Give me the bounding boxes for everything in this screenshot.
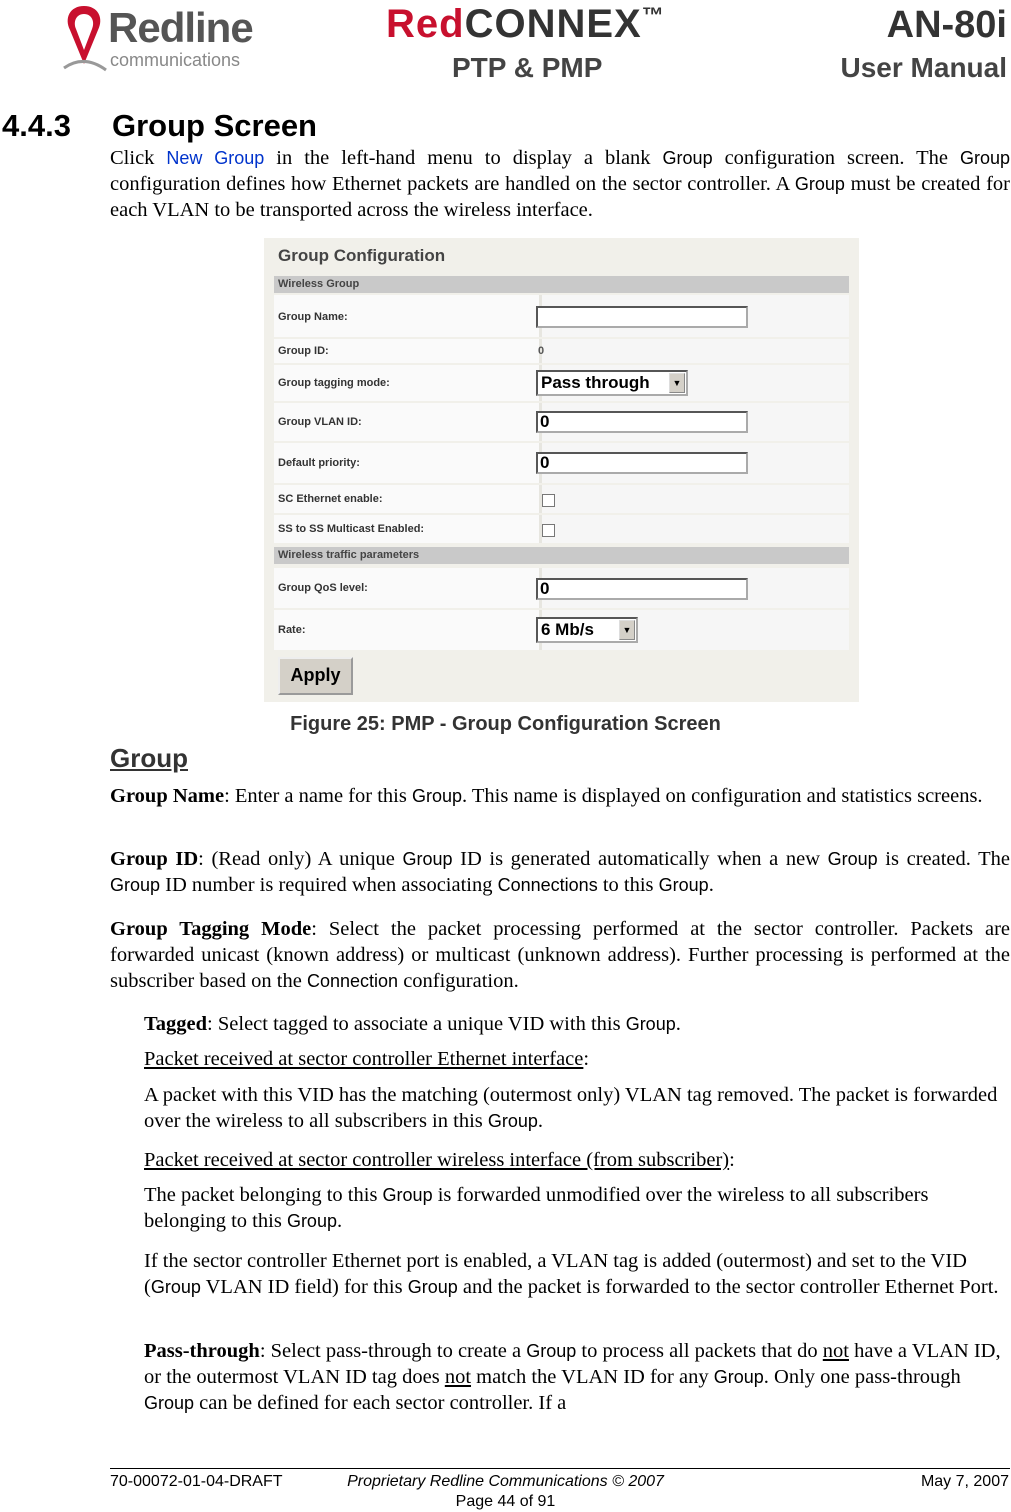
group-id-value: 0 xyxy=(538,345,545,357)
vlan-id-input[interactable]: 0 xyxy=(536,411,748,433)
apply-button[interactable]: Apply xyxy=(278,657,353,695)
row-multicast: SS to SS Multicast Enabled: xyxy=(274,515,849,545)
footer-date: May 7, 2007 xyxy=(920,1473,1009,1490)
footer-page-number: Page 44 of 91 xyxy=(455,1493,556,1510)
paragraph-rx-ethernet-body: A packet with this VID has the matching (outermost only) VLAN tag removed. The packet is forwarded over the wireless to all subscribers in this Group. xyxy=(144,1084,998,1132)
footer-divider xyxy=(110,1468,1010,1469)
footer-doc-number: 70-00072-01-04-DRAFT xyxy=(110,1473,283,1490)
figure-caption: Figure 25: PMP - Group Configuration Screen xyxy=(290,713,721,735)
rate-select[interactable]: 6 Mb/s ▼ xyxy=(536,617,638,643)
row-rate: Rate: xyxy=(274,610,849,652)
row-group-id: Group ID: xyxy=(274,339,849,365)
manual-title: User Manual xyxy=(840,52,1007,83)
sc-ethernet-checkbox[interactable] xyxy=(542,494,555,507)
default-priority-input[interactable]: 0 xyxy=(536,452,748,474)
section-heading xyxy=(2,108,317,144)
paragraph-pass-through: Pass-through: Select pass-through to create a Group to process all packets that do not have a VLAN ID, or the outermost VLAN ID tag does not match the VLAN ID for any Group. Only one pass-through Group can be defined for each sector controller. If a xyxy=(144,1340,1001,1414)
row-vlan-id: Group VLAN ID: xyxy=(274,403,849,443)
traffic-parameters-section: Wireless traffic parameters xyxy=(274,547,849,564)
paragraph-group-name: Group Name: Enter a name for this Group. This name is displayed on configuration and statistics screens. xyxy=(110,785,983,807)
group-configuration-screenshot xyxy=(264,238,859,702)
multicast-checkbox[interactable] xyxy=(542,524,555,537)
logo-wordmark: Redline xyxy=(108,4,253,51)
group-name-input[interactable] xyxy=(536,306,748,328)
row-group-name: Group Name: xyxy=(274,295,849,339)
paragraph-rx-wireless-body: The packet belonging to this Group is forwarded unmodified over the wireless to all subscribers belonging to this Group. xyxy=(144,1184,929,1232)
section-number: 4.4.3 xyxy=(2,108,71,143)
product-model: AN-80i xyxy=(886,4,1007,46)
row-default-priority: Default priority: xyxy=(274,443,849,485)
page-header xyxy=(0,0,1011,100)
redline-logo-icon xyxy=(60,4,108,76)
paragraph-rx-ethernet: Packet received at sector controller Ethernet interface: xyxy=(144,1048,590,1070)
paragraph-tagged: Tagged: Select tagged to associate a unique VID with this Group. xyxy=(144,1013,681,1035)
figure-title: Group Configuration xyxy=(278,246,446,265)
intro-paragraph: Click New Group in the left-hand menu to display a blank Group configuration screen. The Group configuration defines how Ethernet packets are handled on the sector controller. A Group must be created for each VLAN to be transported across the wireless interface. xyxy=(110,147,1010,221)
dropdown-arrow-icon: ▼ xyxy=(669,373,685,393)
product-brand: RedCONNEX™ xyxy=(386,2,665,46)
product-subtitle: PTP & PMP xyxy=(452,52,603,83)
row-sc-ethernet: SC Ethernet enable: xyxy=(274,485,849,515)
paragraph-tagging-mode: Group Tagging Mode: Select the packet processing performed at the sector controller. Packets are forwarded unicast (known address) or multicast (unknown address). Further processing is performed at the subscriber based on the Connection configuration. xyxy=(110,918,1011,992)
row-tagging-mode: Group tagging mode: xyxy=(274,365,849,403)
footer-copyright: Proprietary Redline Communications © 2007 xyxy=(347,1473,664,1490)
row-qos-level: Group QoS level: xyxy=(274,568,849,610)
paragraph-rx-wireless: Packet received at sector controller wireless interface (from subscriber): xyxy=(144,1149,735,1171)
paragraph-ethernet-port: If the sector controller Ethernet port is enabled, a VLAN tag is added (outermost) and set to the VID (Group VLAN ID field) for this Group and the packet is forwarded to the sector controller Ethernet Port. xyxy=(144,1250,999,1298)
logo-subtext: communications xyxy=(110,50,241,70)
dropdown-arrow-icon: ▼ xyxy=(619,620,635,640)
qos-level-input[interactable]: 0 xyxy=(536,578,748,600)
section-title: Group Screen xyxy=(112,108,317,143)
wireless-group-section: Wireless Group xyxy=(274,276,849,293)
paragraph-group-id: Group ID: (Read only) A unique Group ID is generated automatically when a new Group is created. The Group ID number is required when associating Connections to this Group. xyxy=(110,848,1011,896)
new-group-link[interactable]: New Group xyxy=(166,148,265,168)
subheading-group: Group xyxy=(110,743,188,773)
tagging-mode-select[interactable]: Pass through ▼ xyxy=(536,370,688,396)
redline-logo xyxy=(60,4,280,74)
